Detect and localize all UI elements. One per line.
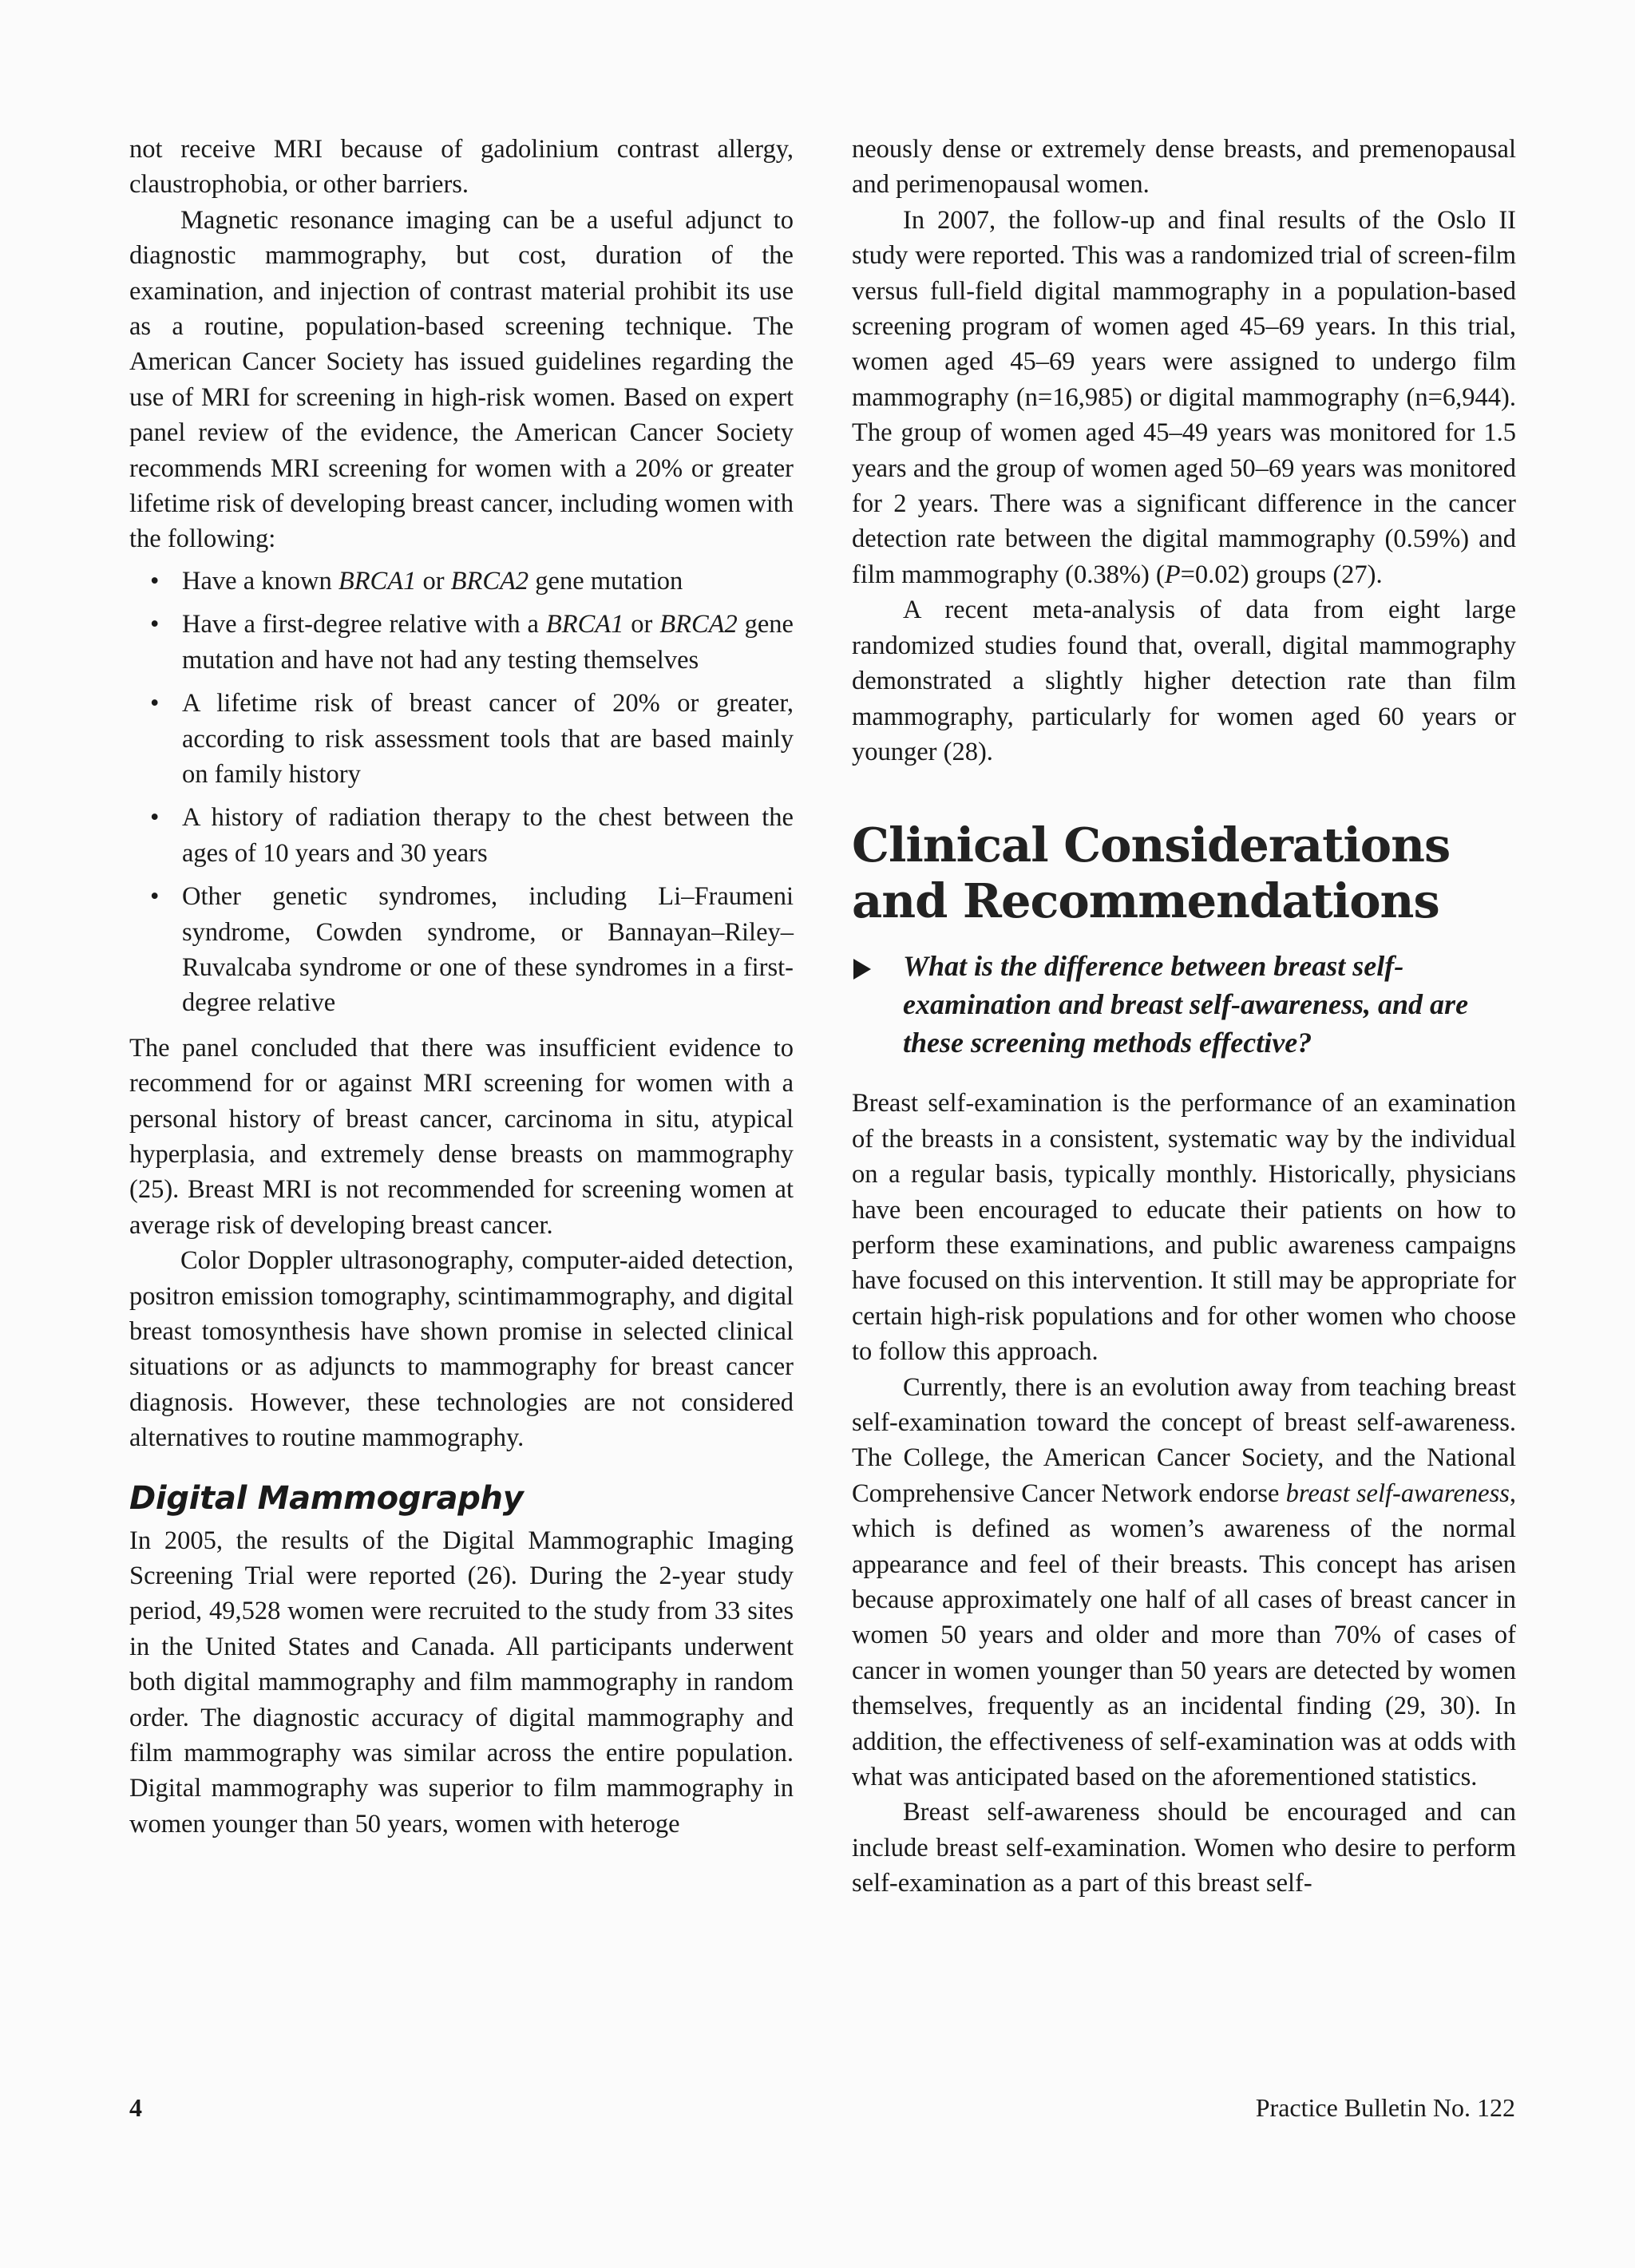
paragraph: In 2007, the follow-up and final results of the Oslo II study were reported. This was a randomized trial of screen-film versus full-field digital mammography in a population-based screening program of women aged 45–69 years. In this trial, women aged 45–69 years were assigned to undergo film mammography (n=16,985) or digital mammography (n=6,944). The group of women aged 45–49 years was monitored for 1.5 years and the group of women aged 50–69 years was monitored for 2 years. There was a significant difference in the cancer detection rate between the digital mammography (0.59%) and film mammography (0.38%) (P=0.02) groups (27). — [852, 205, 1516, 589]
paragraph: not receive MRI because of gadolinium contrast allergy, claustrophobia, or other barriers. — [129, 135, 794, 200]
subsection-heading: Digital Mammography — [129, 1479, 524, 1517]
bullet-icon: • — [150, 882, 160, 912]
bullet-icon: • — [150, 610, 160, 639]
right-column — [852, 132, 1516, 1902]
left-column — [129, 132, 794, 1842]
list-item: • Have a first-degree relative with a BRCA1 or BRCA2 gene mutation and have not had any testing themselves — [182, 607, 794, 678]
paragraph: Currently, there is an evolution away from teaching breast self-examination toward the concept of breast self-awareness. The College, the American Cancer Society, and the National Comprehensive Cancer Network endorse breast self-awareness, which is defined as women’s awareness of the normal appearance and feel of their breasts. This concept has arisen because approximately one half of all cases of breast cancer in women 50 years and older and more than 70% of cases of cancer in women younger than 50 years are detected by women themselves, frequently as an incidental finding (29, 30). In addition, the effectiveness of self-examination was at odds with what was anticipated based on the aforementioned statistics. — [852, 1372, 1517, 1792]
paragraph: Color Doppler ultrasonography, computer-aided detection, positron emission tomography, scintimammography, and digital breast tomosynthesis have shown promise in selected clinical situations or as adjuncts to mammography for breast cancer diagnosis. However, these technologies are not considered alternatives to routine mammography. — [129, 1246, 794, 1453]
triangle-right-icon — [853, 959, 871, 980]
paragraph: A recent meta-analysis of data from eight large randomized studies found that, overall, digital mammography demonstrated a slightly higher detection rate than film mammography, particularly for women aged 60 years or younger (28). — [852, 596, 1516, 766]
list-item: • Other genetic syndromes, including Li–Fraumeni syndrome, Cowden syndrome, or Bannayan–Riley–Ruvalcaba syndrome or one of these syndromes in a first-degree relative — [182, 879, 794, 1021]
list-item: • A lifetime risk of breast cancer of 20% or greater, according to risk assessment tools that are based mainly on family history — [182, 686, 794, 792]
paragraph: Breast self-awareness should be encouraged and can include breast self-examination. Women who desire to perform self-examination as a part of this breast self- — [852, 1798, 1516, 1898]
paragraph: In 2005, the results of the Digital Mammographic Imaging Screening Trial were reported (26). During the 2-year study period, 49,528 women were recruited to the study from 33 sites in the United States and Canada. All participants underwent both digital mammography and film mammography in random order. The diagnostic accuracy of digital mammography and film mammography was similar across the entire population. Digital mammography was superior to film mammography in women younger than 50 years, women with heteroge — [129, 1526, 794, 1839]
question-heading: What is the difference between breast self-examination and breast self-awareness, and are these screening methods effective? — [852, 947, 1516, 1062]
paragraph: Breast self-examination is the performance of an examination of the breasts in a consistent, systematic way by the individual on a regular basis, typically monthly. Historically, physicians have been encouraged to educate their patients on how to perform these examinations, and public awareness campaigns have focused on this intervention. It still may be appropriate for certain high-risk populations and for other women who choose to follow this approach. — [852, 1089, 1516, 1367]
risk-criteria-list — [129, 564, 794, 1021]
paragraph: The panel concluded that there was insufficient evidence to recommend for or against MRI screening for women with a personal history of breast cancer, carcinoma in situ, atypical hyperplasia, and extremely dense breasts on mammography (25). Breast MRI is not recommended for screening women at average risk of developing breast cancer. — [129, 1033, 794, 1240]
page-number: 4 — [129, 2093, 142, 2122]
paragraph: Magnetic resonance imaging can be a useful adjunct to diagnostic mammography, but cost, duration of the examination, and injection of contrast material prohibit its use as a routine, population-based screening technique. The American Cancer Society has issued guidelines regarding the use of MRI for screening in high-risk women. Based on expert panel review of the evidence, the American Cancer Society recommends MRI screening for women with a 20% or greater lifetime risk of developing breast cancer, including women with the following: — [129, 205, 794, 554]
section-heading: Clinical Considerations and Recommendations — [852, 817, 1451, 929]
bullet-icon: • — [150, 803, 160, 833]
list-item: • A history of radiation therapy to the chest between the ages of 10 years and 30 years — [182, 800, 794, 871]
bullet-icon: • — [150, 566, 160, 596]
bullet-icon: • — [150, 689, 160, 718]
bulletin-label: Practice Bulletin No. 122 — [1255, 2093, 1515, 2122]
list-item: • Have a known BRCA1 or BRCA2 gene mutation — [182, 564, 794, 599]
paragraph: neously dense or extremely dense breasts, and premenopausal and perimenopausal women. — [852, 135, 1516, 200]
